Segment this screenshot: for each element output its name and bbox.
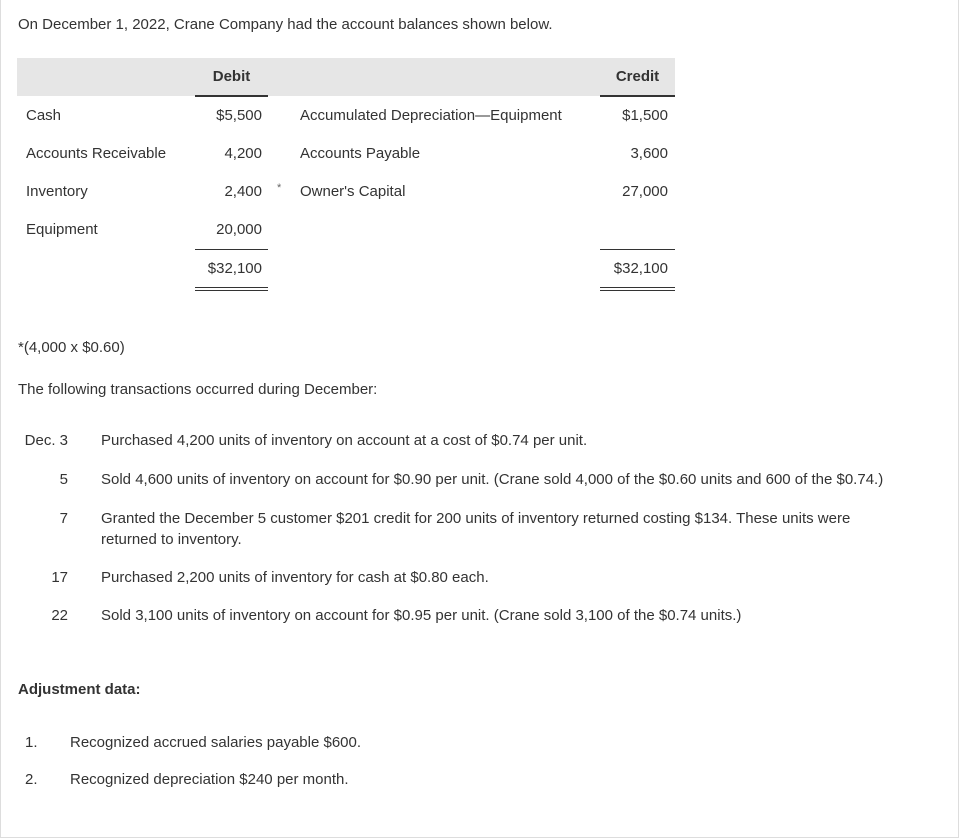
transaction-date: 5 — [59, 471, 68, 488]
debit-subtotal-rule — [195, 249, 268, 250]
transaction-date: 7 — [59, 510, 68, 527]
credit-header-rule — [600, 95, 675, 97]
debit-amount: 2,400 — [224, 183, 262, 200]
table-header — [17, 58, 675, 96]
debit-header-rule — [195, 95, 268, 97]
transaction-date: 17 — [51, 569, 68, 586]
transaction-text: Granted the December 5 customer $201 credit for 200 units of inventory returned costing $134. These units were — [101, 510, 851, 527]
intro-text: On December 1, 2022, Crane Company had the account balances shown below. — [18, 16, 553, 33]
transactions-heading: The following transactions occurred during December: — [18, 381, 378, 398]
debit-account: Equipment — [26, 221, 98, 238]
transaction-text-continued: returned to inventory. — [101, 531, 242, 548]
transaction-date: 22 — [51, 607, 68, 624]
debit-account: Inventory — [26, 183, 88, 200]
credit-header: Credit — [615, 68, 660, 85]
transaction-text: Purchased 2,200 units of inventory for cash at $0.80 each. — [101, 569, 489, 586]
debit-amount: 4,200 — [224, 145, 262, 162]
footnote: *(4,000 x $0.60) — [18, 339, 125, 356]
debit-total: $32,100 — [207, 260, 262, 277]
adjustment-heading: Adjustment data: — [18, 681, 141, 698]
credit-total-double-rule — [600, 287, 675, 291]
debit-header: Debit — [212, 68, 251, 85]
credit-account: Accounts Payable — [300, 145, 421, 162]
credit-subtotal-rule — [600, 249, 675, 250]
transaction-text: Sold 4,600 units of inventory on account for $0.90 per unit. (Crane sold 4,000 of the $0.60 units and 600 of the $0.74.) — [101, 471, 884, 488]
credit-amount: 3,600 — [630, 145, 668, 162]
transaction-date: Dec. 3 — [24, 432, 68, 449]
credit-account: Owner's Capital — [300, 183, 406, 200]
adjustment-number: 2. — [25, 771, 38, 788]
credit-amount: $1,500 — [622, 107, 668, 124]
adjustment-number: 1. — [25, 734, 38, 751]
credit-amount: 27,000 — [622, 183, 668, 200]
debit-total-double-rule — [195, 287, 268, 291]
debit-account: Cash — [26, 107, 62, 124]
debit-amount: 20,000 — [216, 221, 262, 238]
credit-total: $32,100 — [613, 260, 668, 277]
transaction-text: Sold 3,100 units of inventory on account for $0.95 per unit. (Crane sold 3,100 of the $0.74 units.) — [101, 607, 742, 624]
transaction-text: Purchased 4,200 units of inventory on account at a cost of $0.74 per unit. — [101, 432, 588, 449]
adjustment-text: Recognized depreciation $240 per month. — [70, 771, 349, 788]
footnote-marker: * — [277, 182, 282, 194]
debit-account: Accounts Receivable — [26, 145, 167, 162]
debit-amount: $5,500 — [216, 107, 262, 124]
credit-account: Accumulated Depreciation—Equipment — [300, 107, 562, 124]
adjustment-text: Recognized accrued salaries payable $600. — [70, 734, 362, 751]
